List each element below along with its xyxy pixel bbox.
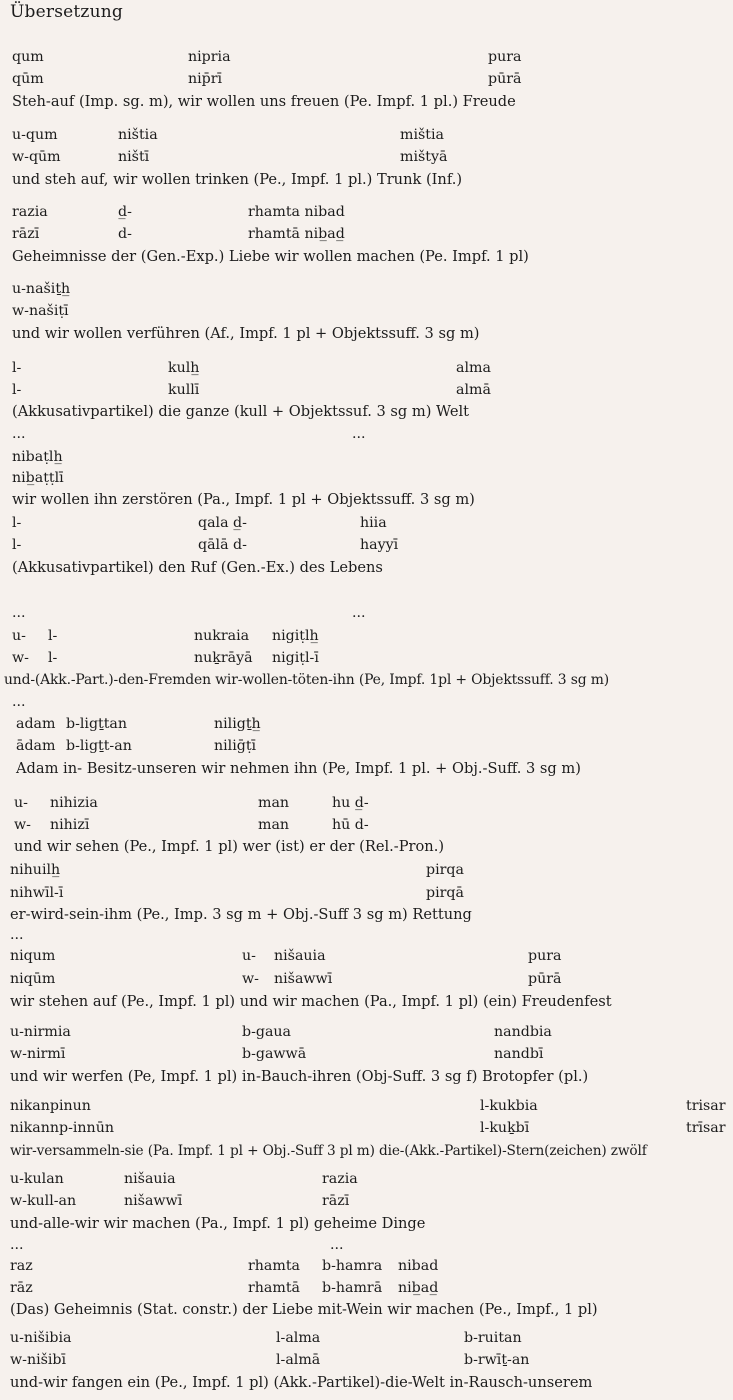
word: nandbia — [494, 1024, 552, 1040]
word: pirqā — [426, 885, 464, 901]
word: l- — [12, 537, 22, 553]
translation-text: und wir wollen verführen (Af., Impf. 1 pl + Objektssuff. 3 sg m) — [12, 325, 480, 342]
page-title: Übersetzung — [10, 2, 123, 22]
word: d̲- — [118, 204, 132, 220]
translation-line — [0, 670, 733, 690]
word: trisar — [686, 1098, 726, 1114]
word: razia — [12, 204, 48, 220]
word: l- — [48, 650, 58, 666]
word: nigiṭl-ī — [272, 650, 319, 666]
translation-line — [0, 402, 733, 422]
translation-text: und wir sehen (Pe., Impf. 1 pl) wer (ist) er der (Rel.-Pron.) — [14, 838, 445, 855]
ellipsis: ... — [330, 1237, 344, 1253]
word: rhamtā — [248, 1280, 300, 1296]
word: w- — [242, 971, 259, 987]
aramaic-line — [0, 202, 733, 222]
word: nukraia — [194, 628, 250, 644]
translation-line — [0, 837, 733, 857]
transliteration-line — [0, 883, 733, 903]
word: w- — [12, 650, 29, 666]
word: nihizia — [50, 795, 98, 811]
word: pūrā — [488, 71, 522, 87]
word: nihizī — [50, 817, 90, 833]
word: raz — [10, 1258, 33, 1274]
transliteration-line — [0, 1118, 733, 1138]
word: pura — [488, 49, 522, 65]
word: l-kukbia — [480, 1098, 538, 1114]
word: nib̲aṭṭlī — [12, 470, 64, 486]
word: hayyī — [360, 537, 399, 553]
aramaic-line — [0, 1256, 733, 1276]
word: rāzī — [12, 226, 40, 242]
word: kullī — [168, 382, 200, 398]
transliteration-line — [0, 736, 733, 756]
translation-line — [0, 1067, 733, 1087]
transliteration-line — [0, 969, 733, 989]
translation-line — [0, 490, 733, 510]
word: nišauia — [274, 948, 326, 964]
word: d- — [118, 226, 132, 242]
aramaic-line — [0, 358, 733, 378]
word: l- — [48, 628, 58, 644]
word: nuḵrāyā — [194, 650, 253, 666]
word: l-kuḵbī — [480, 1120, 530, 1136]
word: nišawwī — [124, 1193, 183, 1209]
word: u-nišibia — [10, 1330, 72, 1346]
aramaic-line — [0, 47, 733, 67]
word: nip̄rī — [188, 71, 223, 87]
aramaic-line — [0, 447, 733, 467]
aramaic-line — [0, 946, 733, 966]
word: u- — [14, 795, 28, 811]
translation-line — [0, 247, 733, 267]
ellipsis-line — [0, 603, 733, 623]
translation-text: und-(Akk.-Part.)-den-Fremden wir-wollen-töten-ihn (Pe, Impf. 1pl + Objektssuff. 3 sg m) — [4, 672, 610, 688]
word: u- — [242, 948, 256, 964]
aramaic-line — [0, 793, 733, 813]
word: niligṯh̲ — [214, 716, 261, 732]
word: w-kull-an — [10, 1193, 77, 1209]
translation-line — [0, 558, 733, 578]
word: qālā d- — [198, 537, 247, 553]
transliteration-line — [0, 1350, 733, 1370]
word: l-almā — [276, 1352, 321, 1368]
translation-text: (Akkusativpartikel) die ganze (kull + Objektssuf. 3 sg m) Welt — [12, 403, 470, 420]
translation-text: und-alle-wir wir machen (Pa., Impf. 1 pl) geheime Dinge — [10, 1215, 426, 1232]
word: rhamtā nib̲ad̲ — [248, 226, 345, 242]
translation-text: und wir werfen (Pe, Impf. 1 pl) in-Bauch-ihren (Obj-Suff. 3 sg f) Brotopfer (pl.) — [10, 1068, 589, 1085]
word: niliḡṭī — [214, 738, 257, 754]
translation-text: wir-versammeln-sie (Pa. Impf. 1 pl + Obj.-Suff 3 pl m) die-(Akk.-Partikel)-Stern(zeichen) zwölf — [10, 1143, 647, 1159]
word: mištia — [400, 127, 444, 143]
word: kulh̲ — [168, 360, 200, 376]
word: ništī — [118, 149, 150, 165]
aramaic-line — [0, 125, 733, 145]
word: hiia — [360, 515, 387, 531]
word: man — [258, 817, 290, 833]
word: nišauia — [124, 1171, 176, 1187]
translation-text: wir wollen ihn zerstören (Pa., Impf. 1 pl + Objektssuff. 3 sg m) — [12, 491, 475, 508]
translation-line — [0, 759, 733, 779]
word: u-našiṯh̲ — [12, 281, 71, 297]
word: l- — [12, 515, 22, 531]
word: nipria — [188, 49, 231, 65]
word: w- — [14, 817, 31, 833]
word: niqum — [10, 948, 56, 964]
transliteration-line — [0, 380, 733, 400]
word: pūrā — [528, 971, 562, 987]
word: b-gaua — [242, 1024, 292, 1040]
word: b-gawwā — [242, 1046, 307, 1062]
word: nandbī — [494, 1046, 544, 1062]
transliteration-line — [0, 468, 733, 488]
translation-line — [0, 905, 733, 925]
translation-line — [0, 992, 733, 1012]
transliteration-line — [0, 1278, 733, 1298]
word: b-hamra — [322, 1258, 383, 1274]
word: u- — [12, 628, 26, 644]
transliteration-line — [0, 1044, 733, 1064]
transliteration-line — [0, 224, 733, 244]
translation-line — [0, 1214, 733, 1234]
ellipsis-line — [0, 925, 733, 945]
ellipsis-line — [0, 424, 733, 444]
transliteration-line — [0, 147, 733, 167]
word: mištyā — [400, 149, 448, 165]
word: trīsar — [686, 1120, 726, 1136]
translation-text: Adam in- Besitz-unseren wir nehmen ihn (Pe, Impf. 1 pl. + Obj.-Suff. 3 sg m) — [16, 760, 581, 777]
transliteration-line — [0, 301, 733, 321]
word: nihuilh̲ — [10, 862, 61, 878]
aramaic-line — [0, 714, 733, 734]
translation-line — [0, 1373, 733, 1393]
aramaic-line — [0, 1169, 733, 1189]
ellipsis: ... — [12, 605, 26, 621]
word: nišawwī — [274, 971, 333, 987]
ellipsis-line — [0, 1235, 733, 1255]
word: ādam — [16, 738, 56, 754]
ellipsis: ... — [10, 927, 24, 943]
translation-text: (Das) Geheimnis (Stat. constr.) der Liebe mit-Wein wir machen (Pe., Impf., 1 pl) — [10, 1301, 598, 1318]
word: nikannp-innūn — [10, 1120, 114, 1136]
word: qala d̲- — [198, 515, 247, 531]
word: ništia — [118, 127, 158, 143]
word: niqūm — [10, 971, 56, 987]
word: b-ruitan — [464, 1330, 522, 1346]
translation-text: Steh-auf (Imp. sg. m), wir wollen uns freuen (Pe. Impf. 1 pl.) Freude — [12, 93, 516, 110]
ellipsis: ... — [352, 605, 366, 621]
translation-text: Geheimnisse der (Gen.-Exp.) Liebe wir wollen machen (Pe. Impf. 1 pl) — [12, 248, 529, 265]
word: nibad — [398, 1258, 439, 1274]
word: man — [258, 795, 290, 811]
word: qum — [12, 49, 44, 65]
ellipsis: ... — [12, 694, 26, 710]
transliteration-line — [0, 815, 733, 835]
transliteration-line — [0, 648, 733, 668]
word: b-hamrā — [322, 1280, 383, 1296]
word: nigiṭlh̲ — [272, 628, 319, 644]
word: u-qum — [12, 127, 58, 143]
aramaic-line — [0, 279, 733, 299]
ellipsis: ... — [352, 426, 366, 442]
transliteration-line — [0, 1191, 733, 1211]
translation-line — [0, 1141, 733, 1161]
word: b-rwīṯ-an — [464, 1352, 530, 1368]
aramaic-line — [0, 513, 733, 533]
translation-text: er-wird-sein-ihm (Pe., Imp. 3 sg m + Obj.-Suff 3 sg m) Rettung — [10, 906, 472, 923]
translation-line — [0, 1300, 733, 1320]
word: l-alma — [276, 1330, 321, 1346]
word: rāz — [10, 1280, 33, 1296]
word: pura — [528, 948, 562, 964]
aramaic-line — [0, 1096, 733, 1116]
word: rhamta — [248, 1258, 300, 1274]
transliteration-line — [0, 535, 733, 555]
word: nihwīl-ī — [10, 885, 64, 901]
word: w-našiṭī — [12, 303, 69, 319]
word: rhamta nibad — [248, 204, 345, 220]
transliteration-line — [0, 69, 733, 89]
ellipsis: ... — [10, 1237, 24, 1253]
word: nib̲ad̲ — [398, 1280, 439, 1296]
word: w-nirmī — [10, 1046, 66, 1062]
aramaic-line — [0, 1328, 733, 1348]
aramaic-line — [0, 626, 733, 646]
translation-line — [0, 170, 733, 190]
word: u-kulan — [10, 1171, 64, 1187]
word: nikanpinun — [10, 1098, 91, 1114]
translation-text: und steh auf, wir wollen trinken (Pe., Impf. 1 pl.) Trunk (Inf.) — [12, 171, 463, 188]
word: alma — [456, 360, 491, 376]
translation-text: (Akkusativpartikel) den Ruf (Gen.-Ex.) des Lebens — [12, 559, 383, 576]
word: hū d- — [332, 817, 369, 833]
word: u-nirmia — [10, 1024, 71, 1040]
word: almā — [456, 382, 491, 398]
aramaic-line — [0, 1022, 733, 1042]
translation-text: wir stehen auf (Pe., Impf. 1 pl) und wir machen (Pa., Impf. 1 pl) (ein) Freudenfest — [10, 993, 612, 1010]
translation-line — [0, 92, 733, 112]
word: razia — [322, 1171, 358, 1187]
word: b-ligṯt-an — [66, 738, 132, 754]
translation-text: und-wir fangen ein (Pe., Impf. 1 pl) (Akk.-Partikel)-die-Welt in-Rausch-unserem — [10, 1374, 593, 1391]
word: qūm — [12, 71, 44, 87]
word: w-qūm — [12, 149, 61, 165]
ellipsis: ... — [12, 426, 26, 442]
word: rāzī — [322, 1193, 350, 1209]
aramaic-line — [0, 860, 733, 880]
word: pirqa — [426, 862, 464, 878]
translation-line — [0, 324, 733, 344]
word: hu d̲- — [332, 795, 369, 811]
word: adam — [16, 716, 56, 732]
word: l- — [12, 360, 22, 376]
word: b-ligṯtan — [66, 716, 128, 732]
word: l- — [12, 382, 22, 398]
word: w-nišibī — [10, 1352, 67, 1368]
word: nibaṭlh̲ — [12, 449, 63, 465]
ellipsis-line — [0, 692, 733, 712]
